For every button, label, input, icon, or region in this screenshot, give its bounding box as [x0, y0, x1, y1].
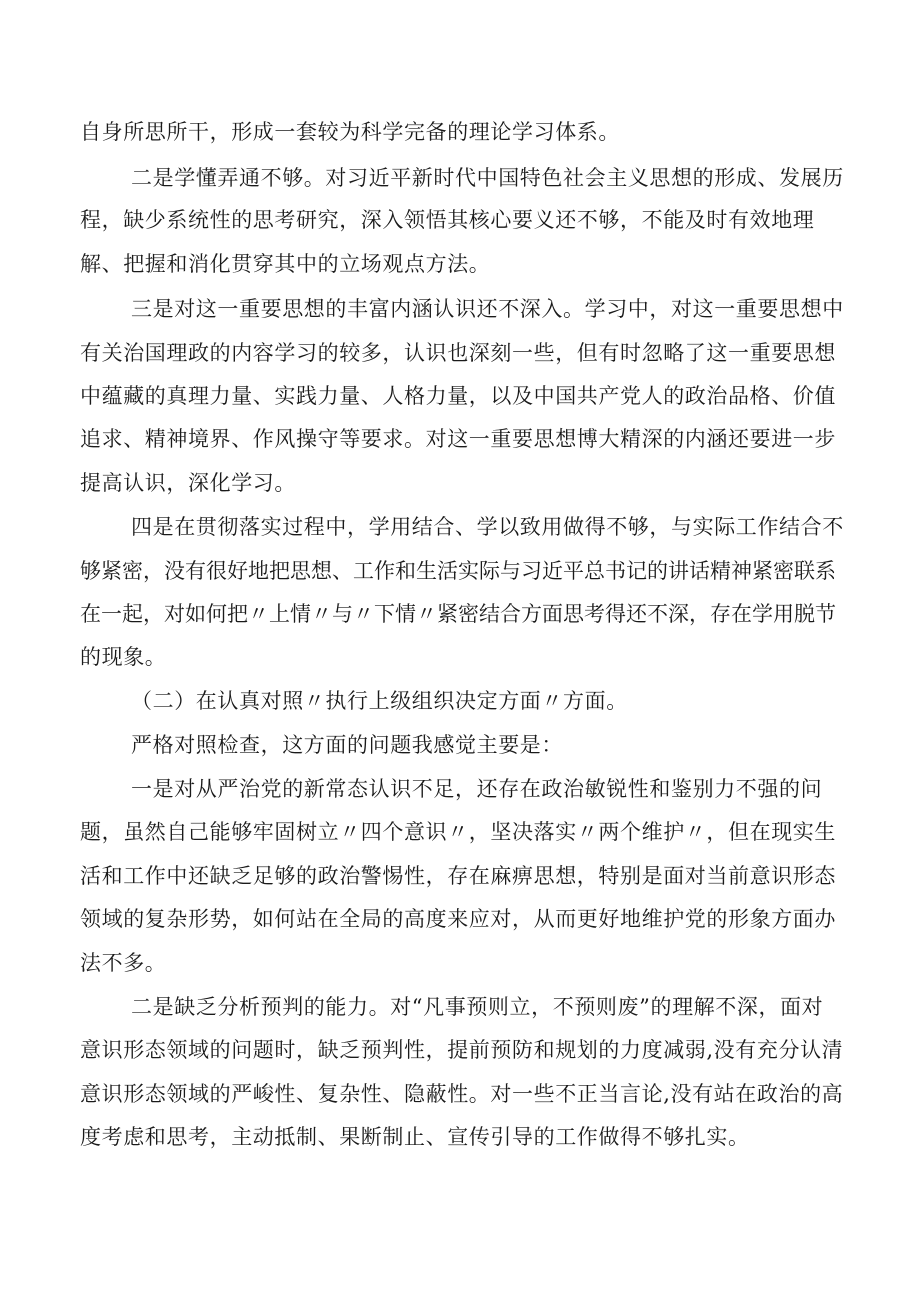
- text-line: 法不多。: [80, 951, 167, 975]
- text-line: 的现象。: [80, 645, 167, 669]
- text-line: 严格对照检查，这方面的问题我感觉主要是：: [131, 733, 563, 757]
- text-line: 领域的复杂形势，如何站在全局的高度来应对，从而更好地维护党的形象方面办: [80, 907, 836, 931]
- text-line: 二是缺乏分析预判的能力。对“凡事预则立，不预则废”的理解不深，面对: [131, 995, 824, 1019]
- text-line: 活和工作中还缺乏足够的政治警惕性，存在麻痹思想，特别是面对当前意识形态: [80, 864, 836, 888]
- text-line: 题，虽然自己能够牢固树立〃四个意识〃，坚决落实〃两个维护〃，但在现实生: [80, 820, 836, 844]
- text-line: 在一起，对如何把〃上情〃与〃下情〃紧密结合方面思考得还不深，存在学用脱节: [80, 602, 836, 626]
- text-line: 四是在贯彻落实过程中，学用结合、学以致用做得不够，与实际工作结合不: [131, 515, 844, 539]
- text-line: 中蕴藏的真理力量、实践力量、人格力量，以及中国共产党人的政治品格、价值: [80, 384, 836, 408]
- text-line: 意识形态领域的问题时，缺乏预判性，提前预防和规划的力度减弱,没有充分认清: [80, 1038, 844, 1062]
- text-line: 自身所思所干，形成一套较为科学完备的理论学习体系。: [80, 120, 620, 144]
- text-line: 有关治国理政的内容学习的较多，认识也深刻一些，但有时忽略了这一重要思想: [80, 341, 836, 365]
- text-line: 程，缺少系统性的思考研究，深入领悟其核心要义还不够，不能及时有效地理: [80, 208, 815, 232]
- text-line: 够紧密，没有很好地把思想、工作和生活实际与习近平总书记的讲话精神紧密联系: [80, 559, 836, 583]
- text-line: 一是对从严治党的新常态认识不足，还存在政治敏锐性和鉴别力不强的问: [131, 777, 823, 801]
- text-line: 三是对这一重要思想的丰富内涵认识还不深入。学习中，对这一重要思想中: [131, 297, 844, 321]
- text-line: 解、把握和消化贯穿其中的立场观点方法。: [80, 252, 491, 276]
- section-heading: （二）在认真对照〃执行上级组织决定方面〃方面。: [131, 689, 628, 713]
- text-line: 提高认识，深化学习。: [80, 471, 296, 495]
- text-line: 度考虑和思考，主动抵制、果断制止、宣传引导的工作做得不够扎实。: [80, 1125, 750, 1149]
- text-line: 追求、精神境界、作风操守等要求。对这一重要思想博大精深的内涵还要进一步: [80, 427, 836, 451]
- text-line: 二是学懂弄通不够。对习近平新时代中国特色社会主义思想的形成、发展历: [131, 166, 844, 190]
- text-line: 意识形态领域的严峻性、复杂性、隐蔽性。对一些不正当言论,没有站在政治的高: [80, 1082, 844, 1106]
